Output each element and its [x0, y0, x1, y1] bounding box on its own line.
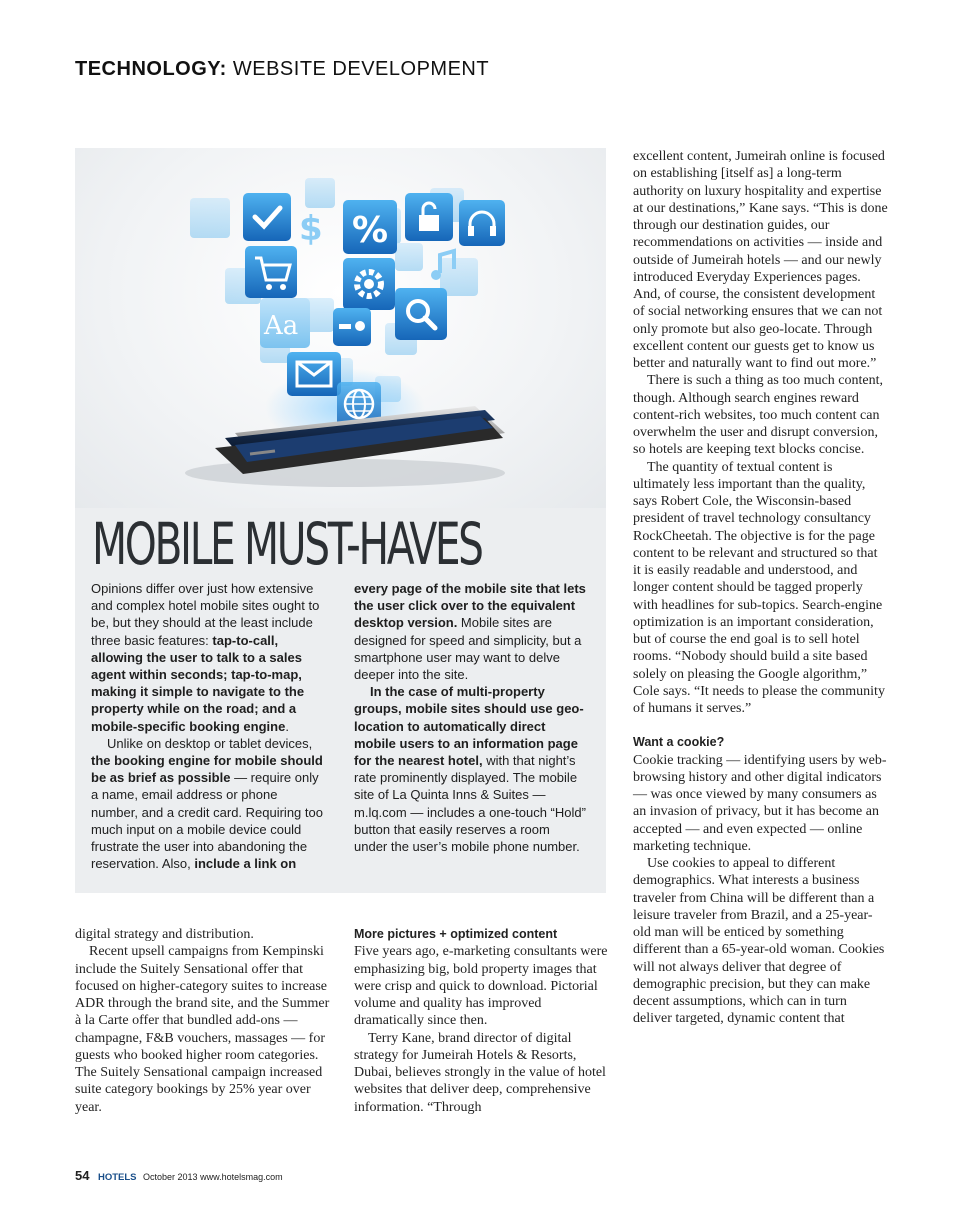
checkmark-icon — [243, 193, 291, 241]
article-paragraph: digital strategy and distribution. — [75, 927, 254, 942]
section-topic: WEBSITE DEVELOPMENT — [232, 58, 490, 80]
gear-icon — [343, 258, 395, 310]
section-subhead: Want a cookie? — [633, 735, 725, 750]
sidebar-paragraph: every page of the mobile site that lets the user click over to the equivalent desktop version. Mobile sites are designed for speed and simplicity, but a smartphone user may want to delve deeper into the site. — [354, 581, 586, 683]
mobile-apps-illustration — [75, 148, 606, 508]
search-icon — [395, 288, 447, 340]
sidebar-paragraph: Opinions differ over just how extensive and complex hotel mobile sites ought to be, but they should at the least include three basic features: tap-to-call, allowing the user to talk to a sales agent within seconds; tap-to-map, making it simple to navigate to the property while on the road; and a mobile-specific booking engine. — [91, 581, 320, 734]
page-number: 54 — [75, 1168, 90, 1183]
mail-icon — [287, 352, 341, 396]
section-label: TECHNOLOGY: — [75, 58, 227, 80]
article-paragraph: Recent upsell campaigns from Kempinski include the Suitely Sensational offer that focused on higher-category suites to increase ADR through the brand site, and the Summer à la Carte offer that bundled add-ons — champagne, F&B vouchers, massages — for guests who booked higher room categories. The Suitely Sensational campaign increased suite category bookings by 25% year over year. — [75, 944, 330, 1115]
article-paragraph: Five years ago, e-marketing consultants were emphasizing big, bold property images that were crisp and quick to download. Pictorial volume and quality has improved dramatically since then. — [354, 944, 608, 1029]
sidebar-title: MOBILE MUST-HAVES — [92, 510, 482, 578]
page-header — [75, 58, 489, 81]
cart-icon — [245, 246, 297, 298]
sidebar-column-1 — [91, 580, 323, 872]
toggle-icon — [333, 308, 371, 346]
svg-text:%: % — [352, 210, 389, 251]
percent-icon — [343, 200, 397, 254]
article-paragraph: Cookie tracking — identifying users by web-browsing history and other digital indicators — was once viewed by many consumers as an invasion of privacy, but it has become an accepted — and even expected — online marketing technique. — [633, 752, 887, 854]
issue-date: October 2013 — [143, 1172, 198, 1182]
page-footer — [75, 1168, 283, 1183]
hero-illustration — [75, 148, 606, 508]
sidebar-paragraph: In the case of multi-property groups, mobile sites should use geo-location to automatically direct mobile users to an information page for the nearest hotel, with that night’s rate prominently displayed. The mobile site of La Quinta Inns & Suites — m.lq.com — includes a one-touch “Hold” button that easily reserves a room under the user’s mobile phone number. — [354, 684, 586, 855]
article-paragraph: Terry Kane, brand director of digital strategy for Jumeirah Hotels & Resorts, Dubai, believes strongly in the value of hotel websites that deliver deep, comprehensive information. “Through — [354, 1030, 606, 1115]
article-column-1 — [75, 926, 330, 1116]
article-paragraph: The quantity of textual content is ultimately less important than the quality, says Robert Cole, the Wisconsin-based president of travel technology consultancy RockCheetah. The objective is for the page content to be relevant and structured so that it is easily readable and understood, and longer content should be tagged properly with headlines for sub-topics. Search-engine optimization is an important consideration, but of course the end goal is to sell hotel rooms. “Nobody should build a site based solely on pleasing the Google algorithm,” Cole says. “It needs to please the community of humans it serves.” — [633, 459, 885, 716]
dollar-icon — [299, 209, 323, 249]
article-paragraph: Use cookies to appeal to different demographics. What interests a business traveler from China will be different than a leisure traveler from Brazil, and a 25-year-old man will be enticed by something different than a 65-year-old woman. Cookies will not always deliver that degree of demographic precision, but they can make decent assumptions, which can in turn deliver targeted, dynamic content that — [633, 856, 885, 1027]
article-paragraph: There is such a thing as too much content, though. Although search engines reward content-rich websites, too much content can overwhelm the user and disrupt conversion, so hotels are keeping text blocks concise. — [633, 373, 883, 458]
article-column-3 — [633, 148, 888, 1028]
svg-text:$: $ — [299, 209, 323, 249]
svg-text:Aa: Aa — [264, 311, 299, 341]
magazine-name: HOTELS — [97, 1172, 137, 1183]
lock-icon — [405, 193, 453, 241]
article-paragraph: excellent content, Jumeirah online is focused on establishing [itself as] a long-term authority on luxury hospitality and expertise at our destinations,” Kane says. “This is done through our destination guides, our recommendations on activities — inside and outside of Jumeirah hotels — and our newly introduced Everyday Experiences pages. And, of course, the consistent development of social networking ensures that we can not only promote but also geo-locate. Through excellent content our guests get to know us better and naturally want to find out more.” — [633, 149, 888, 371]
sidebar-paragraph: Unlike on desktop or tablet devices, the booking engine for mobile should be as brief as possible — require only a name, email address or phone number, and a credit card. Requiring too much input on a mobile device could frustrate the user into abandoning the reservation. Also, include a link on — [91, 735, 323, 872]
headphones-icon — [459, 200, 505, 246]
section-subhead: More pictures + optimized content — [354, 927, 558, 941]
article-column-2 — [354, 926, 609, 1116]
sidebar-column-2 — [354, 580, 586, 855]
text-icon — [260, 298, 310, 348]
sidebar-box — [75, 148, 606, 893]
website-url: www.hotelsmag.com — [200, 1172, 283, 1182]
